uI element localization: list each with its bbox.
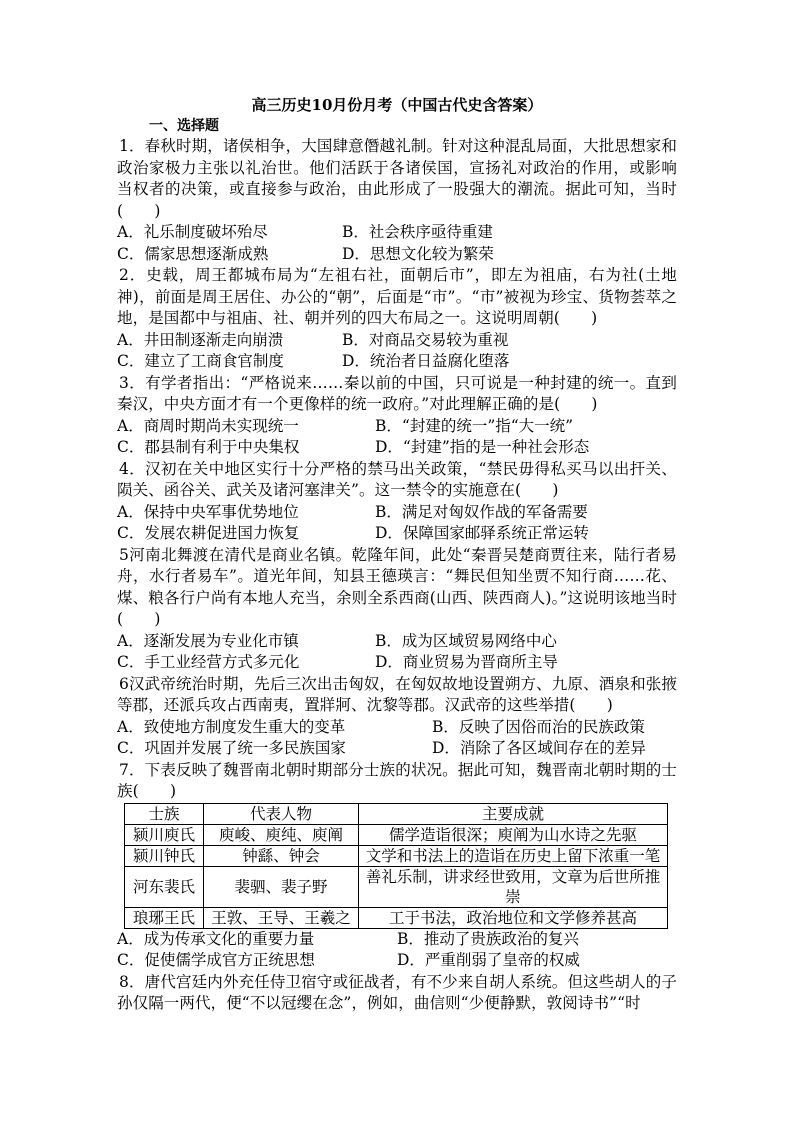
options [117, 631, 677, 674]
option-d: D．“封建”指的是一种社会形态 [375, 438, 590, 456]
table-cell: 善礼乐制，讲求经世致用，文章为后世所推崇 [359, 866, 668, 907]
question-stem: 6汉武帝统治时期，先后三次出击匈奴，在匈奴故地设置朔方、九原、酒泉和张掖等郡，还派兵攻占西南夷，置牂牁、沈黎等郡。汉武帝的这些举措( ) [117, 674, 677, 714]
option-b: B．推动了贵族政治的复兴 [397, 929, 579, 948]
option-c: C．建立了工商食官制度 [117, 352, 284, 370]
question-stem: 2．史载，周王都城布局为“左祖右社，面朝后市”，即左为祖庙，右为社(土地神)，前面是周王居住、办公的“朝”，后面是“市”。“市”被视为珍宝、货物荟萃之地，是国都中与祖庙、社、朝并列的四大布局之一。这说明周朝( ) [117, 266, 677, 327]
table-header-cell: 士族 [125, 803, 204, 824]
question-stem: 1．春秋时期，诸侯相争，大国肆意僭越礼制。针对这种混乱局面，大批思想家和政治家极力主张以礼治世。他们活跃于各诸侯国，宣扬礼对政治的作用，或影响当权者的决策，或直接参与政治，由此形成了一股强大的潮流。据此可知，当时( ) [117, 137, 677, 220]
option-d: D．商业贸易为晋商所主导 [375, 653, 558, 671]
table-header-cell: 代表人物 [204, 803, 359, 824]
options [117, 416, 677, 459]
question-stem: 3．有学者指出：“严格说来……秦以前的中国，只可说是一种封建的统一。直到秦汉，中央方面才有一个更像样的统一政府。”对此理解正确的是( ) [117, 373, 677, 413]
option-c: C．促使儒学成官方正统思想 [117, 951, 315, 969]
page-title: 高三历史10月份月考（中国古代史含答案） [251, 96, 543, 114]
option-b: B．反映了因俗而治的民族政策 [432, 717, 645, 736]
table-row [125, 845, 668, 866]
option-c: C．手工业经营方式多元化 [117, 653, 300, 671]
options [117, 502, 677, 545]
table-header-row [125, 803, 668, 824]
section-heading: 一、选择题 [149, 118, 219, 134]
data-table [124, 803, 668, 929]
option-d: D．严重削弱了皇帝的权威 [397, 951, 580, 969]
option-c: C．郡县制有利于中央集权 [117, 438, 300, 456]
question-stem: 7．下表反映了魏晋南北朝时期部分士族的状况。据此可知，魏晋南北朝时期的士族( ) [117, 760, 677, 800]
option-a: A．礼乐制度破坏殆尽 [117, 223, 268, 241]
table-cell: 裴驷、裴子野 [204, 866, 359, 907]
question-2 [117, 265, 677, 373]
option-a: A．成为传承文化的重要力量 [117, 929, 315, 948]
option-a: A．逐渐发展为专业化市镇 [117, 631, 299, 650]
options [117, 222, 677, 265]
options [117, 929, 677, 972]
table-cell: 河东裴氏 [125, 866, 204, 907]
table-cell: 颍川钟氏 [125, 845, 204, 866]
question-4 [117, 459, 677, 545]
table-cell: 钟繇、钟会 [204, 845, 359, 866]
option-d: D．保障国家邮驿系统正常运转 [375, 524, 589, 542]
option-a: A．商周时期尚未实现统一 [117, 416, 299, 435]
question-5 [117, 545, 677, 674]
options [117, 717, 677, 760]
table-cell: 王敦、王导、王羲之 [204, 907, 359, 928]
option-b: B．成为区域贸易网络中心 [375, 631, 557, 650]
table-cell: 庾峻、庾纯、庾阐 [204, 824, 359, 845]
table-cell: 文学和书法上的造诣在历史上留下浓重一笔 [359, 845, 668, 866]
option-b: B．“封建的统一”指“大一统” [375, 416, 574, 435]
question-stem: 4．汉初在关中地区实行十分严格的禁马出关政策，“禁民毋得私买马以出扞关、陨关、函谷关、武关及诸河塞津关”。这一禁令的实施意在( ) [117, 459, 677, 499]
table-cell: 颍川庾氏 [125, 824, 204, 845]
question-1 [117, 136, 677, 265]
table-cell: 工于书法，政治地位和文学修养甚高 [359, 907, 668, 928]
question-stem: 8．唐代宫廷内外充任侍卫宿守或征战者，有不少来自胡人系统。但这些胡人的子孙仅隔一两代，便“不以冠缨在念”，例如，曲信则“少便静默，敦阅诗书”“时 [117, 972, 677, 1012]
option-c: C．儒家思想逐渐成熟 [117, 244, 269, 263]
option-d: D．消除了各区域间存在的差异 [432, 739, 646, 757]
option-b: B．对商品交易较为重视 [342, 330, 509, 349]
option-d: D．统治者日益腐化堕落 [342, 352, 510, 370]
option-a: A．保持中央军事优势地位 [117, 502, 299, 521]
option-c: C．发展农耕促进国力恢复 [117, 524, 300, 542]
document-page [117, 94, 677, 1015]
table-row [125, 907, 668, 928]
option-b: B．社会秩序亟待重建 [342, 223, 493, 241]
question-7 [117, 760, 677, 972]
question-3 [117, 373, 677, 459]
options [117, 330, 677, 373]
option-c: C．巩固并发展了统一多民族国家 [117, 739, 346, 757]
option-b: B．满足对匈奴作战的军备需要 [375, 502, 588, 521]
question-6 [117, 674, 677, 760]
option-a: A．井田制逐渐走向崩溃 [117, 330, 284, 349]
question-8 [117, 972, 677, 1015]
table-row [125, 866, 668, 907]
table-cell: 琅琊王氏 [125, 907, 204, 928]
table-cell: 儒学造诣很深；庾阐为山水诗之先驱 [359, 824, 668, 845]
table-row [125, 824, 668, 845]
option-d: D．思想文化较为繁荣 [342, 244, 494, 263]
question-stem: 5河南北舞渡在清代是商业名镇。乾隆年间，此处“秦晋吴楚商贾往来，陆行者易舟，水行者易车”。道光年间，知县王德瑛言：“舞民但知坐贾不知行商……花、煤、粮各行户尚有本地人充当，余则全系西商(山西、陕西商人)。”这说明该地当时( ) [117, 545, 677, 628]
table-header-cell: 主要成就 [359, 803, 668, 824]
option-a: A．致使地方制度发生重大的变革 [117, 717, 346, 736]
